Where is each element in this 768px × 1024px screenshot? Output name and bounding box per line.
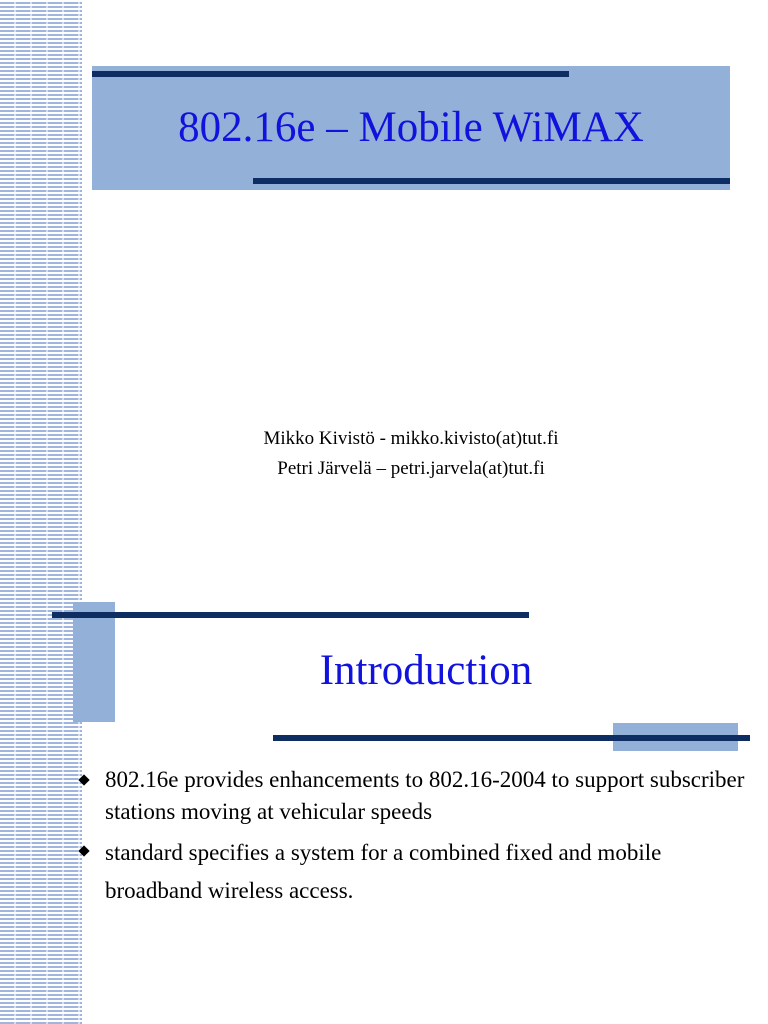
bullet-text: 802.16e provides enhancements to 802.16-2004 to support subscriber stations moving at vehicular speeds xyxy=(105,767,745,824)
title-top-rule xyxy=(92,71,569,77)
slide-title: 802.16e – Mobile WiMAX xyxy=(178,104,644,151)
author-list xyxy=(92,424,730,484)
section-heading: Introduction xyxy=(319,647,533,694)
decorative-striped-margin xyxy=(0,0,82,1024)
author-line: Petri Järvelä – petri.jarvela(at)tut.fi xyxy=(277,458,545,479)
bullet-text: standard specifies a system for a combined fixed and mobile broadband wireless access. xyxy=(105,840,662,903)
decorative-block-left xyxy=(73,602,115,722)
diamond-bullet-icon xyxy=(78,845,89,856)
diamond-bullet-icon xyxy=(78,774,89,785)
list-item xyxy=(78,764,748,828)
heading-top-rule xyxy=(52,612,529,618)
list-item xyxy=(78,834,748,910)
title-bottom-rule xyxy=(253,178,730,184)
bullet-list xyxy=(78,764,748,910)
heading-bottom-rule xyxy=(273,735,750,741)
author-line: Mikko Kivistö - mikko.kivisto(at)tut.fi xyxy=(263,428,559,449)
